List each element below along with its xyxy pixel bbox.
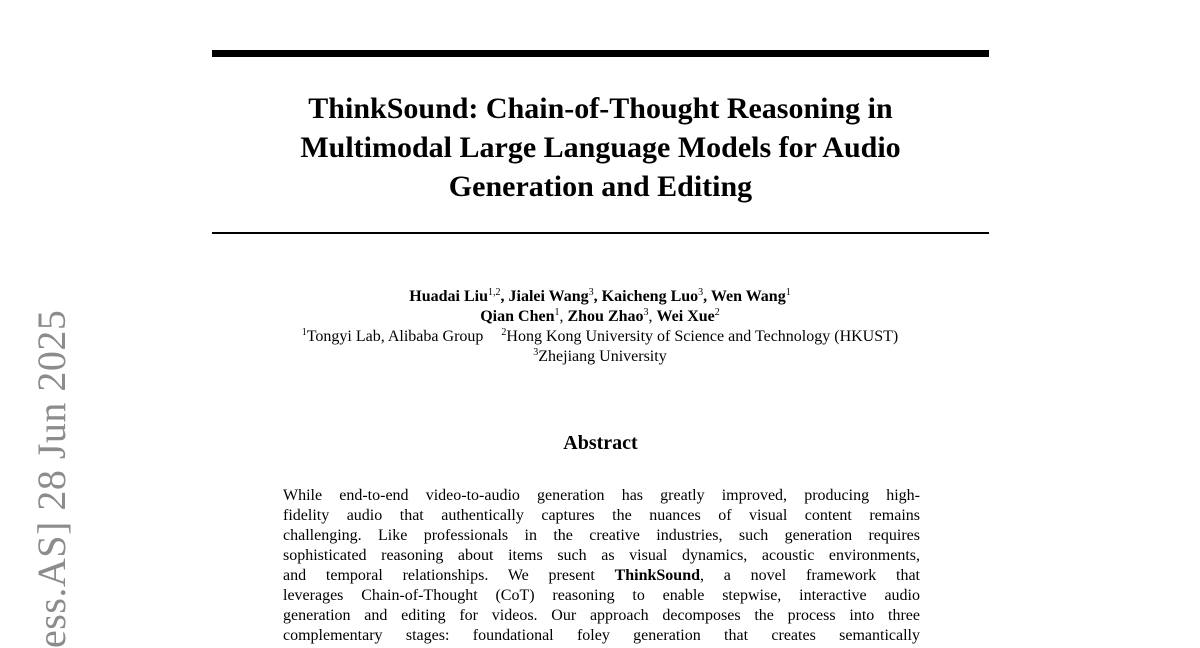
author-affiliation-mark: 3 — [698, 287, 704, 298]
author-name: Zhou Zhao — [567, 308, 644, 325]
paper-title — [212, 89, 989, 206]
affiliation-number: 1 — [301, 327, 307, 338]
author-line-1: Huadai Liu$^{1,2}$, Jialei Wang$^3$, Kaicheng Luo$^3$, Wen Wang$^1$ — [409, 287, 791, 305]
top-rule — [212, 50, 989, 57]
abstract-line: While end-to-end video-to-audio generation has greatly improved, producing high- — [283, 487, 920, 504]
author-affiliation-mark: 2 — [714, 307, 720, 318]
abstract-line-text: and temporal relationships. We present — [283, 567, 595, 584]
abstract-line: fidelity audio that authentically captures the nuances of visual content remains — [283, 507, 920, 524]
author-name: Huadai Liu — [409, 288, 488, 305]
title-line-2: Multimodal Large Language Models for Audio — [300, 131, 901, 164]
author-block — [200, 287, 1000, 367]
affiliation-name: Tongyi Lab, Alibaba Group — [306, 328, 484, 345]
abstract-body — [283, 486, 920, 646]
affiliation-number: 3 — [533, 347, 539, 358]
author-affiliation-mark: 3 — [643, 307, 649, 318]
affiliation-line-2 — [200, 347, 1000, 367]
title-line-1: ThinkSound: Chain-of-Thought Reasoning in — [308, 92, 893, 125]
abstract-line: challenging. Like professionals in the creative industries, such generation requires — [283, 527, 920, 544]
author-affiliation-mark: 1 — [785, 287, 791, 298]
abstract-line: leverages Chain-of-Thought (CoT) reasoning to enable stepwise, interactive audio — [283, 587, 920, 604]
author-name: Qian Chen — [480, 308, 555, 325]
affiliation-name: Zhejiang University — [538, 348, 667, 365]
arxiv-sidebar-identifier: ess.AS] 28 Jun 2025 — [29, 309, 74, 648]
abstract-bold-term: ThinkSound — [614, 567, 700, 584]
affiliation-line-1 — [200, 327, 1000, 347]
abstract-line: complementary stages: foundational foley generation that creates semantically — [283, 627, 920, 644]
title-line-3: Generation and Editing — [448, 170, 753, 203]
affiliation-name: Hong Kong University of Science and Technology (HKUST) — [506, 328, 899, 345]
abstract-line: generation and editing for videos. Our approach decomposes the process into three — [283, 607, 920, 624]
author-affiliation-mark: 3 — [588, 287, 594, 298]
author-line-2: Qian Chen$^1$, Zhou Zhao$^3$, Wei Xue$^2$ — [480, 307, 720, 325]
author-name: Kaicheng Luo — [601, 288, 699, 305]
abstract-line — [283, 566, 920, 586]
author-name: Jialei Wang — [508, 288, 589, 305]
abstract-line: sophisticated reasoning about items such as visual dynamics, acoustic environments, — [283, 547, 920, 564]
abstract-line-text: , a novel framework that — [699, 567, 920, 584]
affiliation-number: 2 — [501, 327, 507, 338]
abstract-heading: Abstract — [563, 432, 638, 454]
author-affiliation-mark: 1 — [554, 307, 560, 318]
author-name: Wen Wang — [710, 288, 786, 305]
author-name: Wei Xue — [656, 308, 715, 325]
bottom-rule — [212, 232, 989, 234]
author-affiliation-mark: 1,2 — [488, 287, 501, 298]
